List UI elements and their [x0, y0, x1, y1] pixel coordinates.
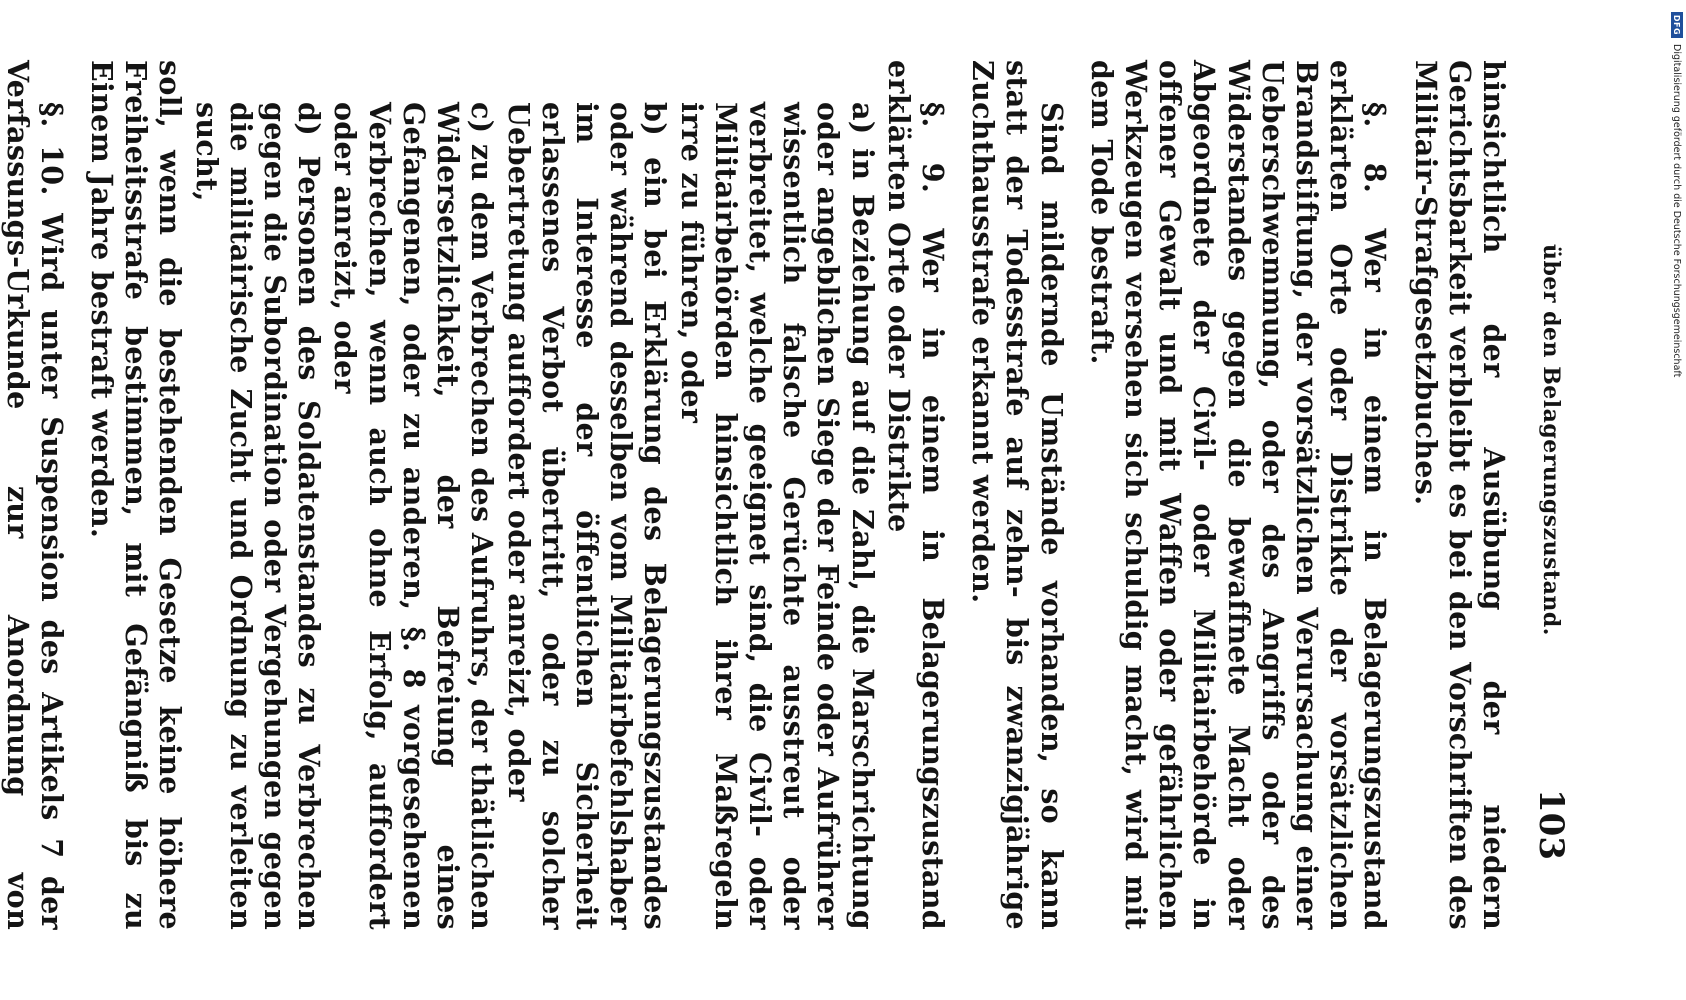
paragraph-mitigating: Sind mildernde Umstände vorhanden, so kann statt der Todesstrafe auf zehn- bis zwanzigjährige Zuchthausstrafe erkannt werden. [966, 60, 1069, 930]
paragraph-continuation: hinsichtlich der Ausübung der niedern Gerichtsbarkeit verbleibt es bei den Vorschriften des Militair-Strafgesetzbuches. [1408, 60, 1511, 930]
paragraph-section-10: §. 10. Wird unter Suspension des Artikels 7 der Verfassungs-Urkunde zur Anordnung von [0, 60, 69, 930]
dfg-logo: DFG [1671, 12, 1683, 38]
paragraph-section-9: §. 9. Wer in einem in Belagerungszustand erklärten Orte oder Distrikte [881, 60, 950, 930]
list-item-c: c) zu dem Verbrechen des Aufruhrs, der thätlichen Widersetzlichkeit, der Befreiung eines Gefangenen, oder zu anderen, §. 8 vorgesehenen Verbrechen, wenn auch ohne Erfolg, auffordert oder anreizt, oder [328, 102, 500, 930]
paragraph-penalty: soll, wenn die bestehenden Gesetze keine höhere Freiheitsstrafe bestimmen, mit Gefängniß bis zu Einem Jahre bestraft werden. [85, 60, 188, 930]
running-title: über den Belagerungszustand. [1538, 244, 1564, 636]
credit-text: Digitalisierung gefördert durch die Deutsche Forschungsgemeinschaft [1671, 44, 1683, 378]
paragraph-section-8: §. 8. Wer in einem in Belagerungszustand erklärten Orte oder Distrikte der vorsätzlichen Brandstiftung, der vorsätzlichen Verursachung einer Ueberschwemmung, oder des Angriffs oder des Widerstandes gegen die bewaffnete Macht oder Abgeordnete der Civil- oder Militairbehörde in offener Gewalt und mit Waffen oder gefährlichen Werkzeugen versehen sich schuldig macht, wird mit dem Tode bestraft. [1084, 60, 1393, 930]
credit-strip [1670, 12, 1684, 392]
list-item-b: b) ein bei Erklärung des Belagerungszustandes oder während desselben vom Militairbefehlshaber im Interesse der öffentlichen Sicherheit erlassenes Verbot übertritt, oder zu solcher Uebertretung auffordert oder anreizt, oder [501, 102, 673, 930]
running-head [1531, 100, 1571, 860]
list-item-a: a) in Beziehung auf die Zahl, die Marschrichtung oder angeblichen Siege der Feinde oder Aufrührer wissentlich falsche Gerüchte ausstreut oder verbreitet, welche geeignet sind, die Civil- oder Militairbehörden hinsichtlich ihrer Maßregeln irre zu führen, oder [674, 102, 880, 930]
list-item-d: d) Personen des Soldatenstandes zu Verbrechen gegen die Subordination oder Vergehungen gegen die militairische Zucht und Ordnung zu verleiten sucht, [189, 102, 327, 930]
body-text [0, 60, 1511, 930]
page-number: 103 [1531, 789, 1571, 860]
